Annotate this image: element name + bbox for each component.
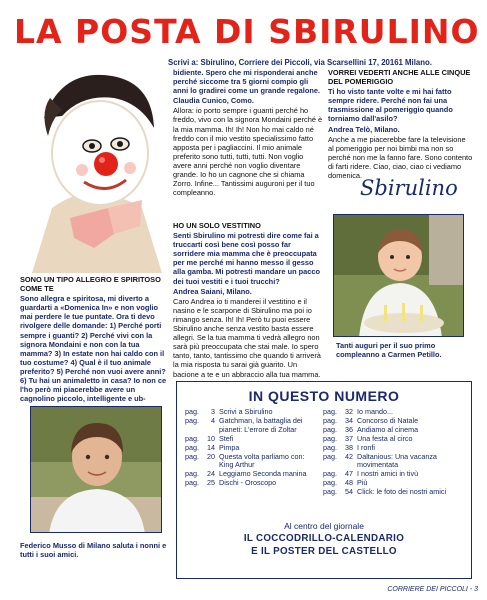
contents-list-left <box>185 408 320 488</box>
letter-heading: SONO UN TIPO ALLEGRO E SPIRITOSO COME TE <box>20 275 161 294</box>
contents-footer-calendar: IL COCCODRILLO-CALENDARIO <box>243 533 405 544</box>
contents-list-right <box>323 408 468 497</box>
contents-box <box>176 381 472 579</box>
letter-signature: Andrea Telò, Milano. <box>328 124 400 134</box>
contents-item[interactable]: pag. 10 Stefi <box>185 433 234 443</box>
contents-item[interactable]: pag. 25 Dischi - Oroscopo <box>185 478 277 488</box>
page-footer: CORRIERE DEI PICCOLI - 3 <box>387 586 478 593</box>
letter-heading: VORREI VEDERTI ANCHE ALLE CINQUE DEL POMERIGGIO <box>328 68 471 87</box>
contents-item[interactable]: pag. 38 I ronfi <box>323 442 375 452</box>
clown-photo <box>22 58 164 273</box>
contents-footer-intro: Al centro del giornale <box>284 521 364 531</box>
boy-caption: Federico Musso di Milano saluta i nonni e tutti i suoi amici. <box>20 541 167 559</box>
letter-reply: Caro Andrea io ti manderei il vestitino e il nasino e le scarpone di Sbirulino ma poi io rimango senza. Ih! Ih! Però tu puoi essere Sbirulino anche senza vestito basta essere allegri. Se la tua mamma ti vedrà allegro non sarà più preoccupata che stai male. Io spero tanto, tanto, tantissimo che quando ti arriverà la mia risposta tu sarai già guarito. Un bacione a te e un abbraccio alla tua mamma. <box>173 296 321 379</box>
baby-caption: Tanti auguri per il suo primo compleanno a Carmen Petillo. <box>336 341 442 359</box>
letter-allegro <box>20 275 170 404</box>
contents-item[interactable]: pag. 36 Andiamo al cinema <box>323 424 419 434</box>
contents-item[interactable]: pag. 4 Gatchman, la battaglia dei pianeti: L'errore di Zoltar <box>185 415 303 434</box>
letter-signature: Claudia Cunico, Como. <box>173 96 254 106</box>
letter-reply: Anche a me piacerebbe fare la televisione al pomeriggio per noi bimbi ma non so perché non me la fanno fare. Sono contento di farti ridere. Ciao, ciao, ciao ci vediamo domenica. <box>328 134 473 181</box>
contents-item[interactable]: pag. 48 Più <box>323 478 368 488</box>
contents-item[interactable]: pag. 47 I nostri amici in tivù <box>323 469 419 479</box>
contents-item[interactable]: pag. 54 Click: le foto dei nostri amici <box>323 487 447 497</box>
sbirulino-signature: Sbirulino <box>360 176 458 200</box>
letter-heading: HO UN SOLO VESTITINO <box>173 221 261 230</box>
contents-item[interactable]: pag. 3 Scrivi a Sbirulino <box>185 407 273 416</box>
letter-continued <box>173 68 323 198</box>
letter-signature: Andrea Saiani, Milano. <box>173 286 252 296</box>
contents-title: IN QUESTO NUMERO <box>248 388 400 404</box>
contents-footer <box>177 520 471 558</box>
contents-item[interactable]: pag. 34 Concorso di Natale <box>323 415 419 425</box>
letter-body-cont: bidiente. Spero che mi risponderai anche perché siccome tra 5 giorni compio gli anni lo gradirei come un grande regalone. <box>173 68 321 96</box>
letter-body: Ti ho visto tante volte e mi hai fatto sempre ridere. Perché non fai una trasmissione al pomeriggio quando torniamo dall'asilo? <box>328 87 453 124</box>
letter-vestitino <box>173 221 323 380</box>
page-title: LA POSTA DI SBIRULINO <box>14 12 480 51</box>
contents-item[interactable]: pag. 32 Io mando... <box>323 407 393 416</box>
boy-photo <box>30 406 162 533</box>
contents-item[interactable]: pag. 14 Pimpa <box>185 442 240 452</box>
mail-address: Scrivi a: Sbirulino, Corriere dei Piccoli, via Scarsellini 17, 20161 Milano. <box>168 58 432 67</box>
contents-item[interactable]: pag. 24 Leggiamo Seconda manina <box>185 469 307 479</box>
letter-reply: Allora: io porto sempre i guanti perché ho freddo, vivo con la signora Mondaini perché è la mia mamma. Ih! Ih! Non ho mai caldo né freddo con il mio vestito specialissimo fatto apposta per i pagliaccini. Il mio animale preferito sono tutti, tutti, tutti. Non voglio avere anni perché non voglio diventare grande. Io ho un cagnone che si chiama Zorro. Infine... Tantissimi auguroni per il tuo compleanno. <box>173 106 323 198</box>
letter-pomeriggio <box>328 68 473 181</box>
letter-body: Senti Sbirulino mi potresti dire come fai a truccarti così bene così posso far sorridere mia mamma che è preoccupata per me perché mi hanno messo il gesso alla gamba. Mi potresti mandare un pacco dei tuoi vestiti e i tuoi trucchi? <box>173 231 321 286</box>
contents-item[interactable]: pag. 42 Daltanious: Una vacanza movimentata <box>323 451 437 470</box>
contents-item[interactable]: pag. 20 Questa volta parliamo con: King Arthur <box>185 451 305 470</box>
contents-footer-poster: E IL POSTER DEL CASTELLO <box>251 546 397 557</box>
contents-item[interactable]: pag. 37 Una festa al circo <box>323 433 413 443</box>
baby-photo <box>333 214 464 337</box>
letter-body: Sono allegra e spiritosa, mi diverto a guardarti a «Domenica In» e non voglio mai perdere le tue puntate. Ora ti devo rivolgere delle domande: 1) Perché porti sempre i guanti? 2) Perché vivi con la signora Mondaini e non con la tua mamma? 3) In estate non hai caldo con il tuo costume? 4) Qual è il tuo animale preferito? 5) Perché non vuoi avere anni? 6) Tu hai un animaletto in casa? Io non ce l'ho però mi piacerebbe avere un cagnolino piccolo, intelligente e ub- <box>20 294 167 404</box>
